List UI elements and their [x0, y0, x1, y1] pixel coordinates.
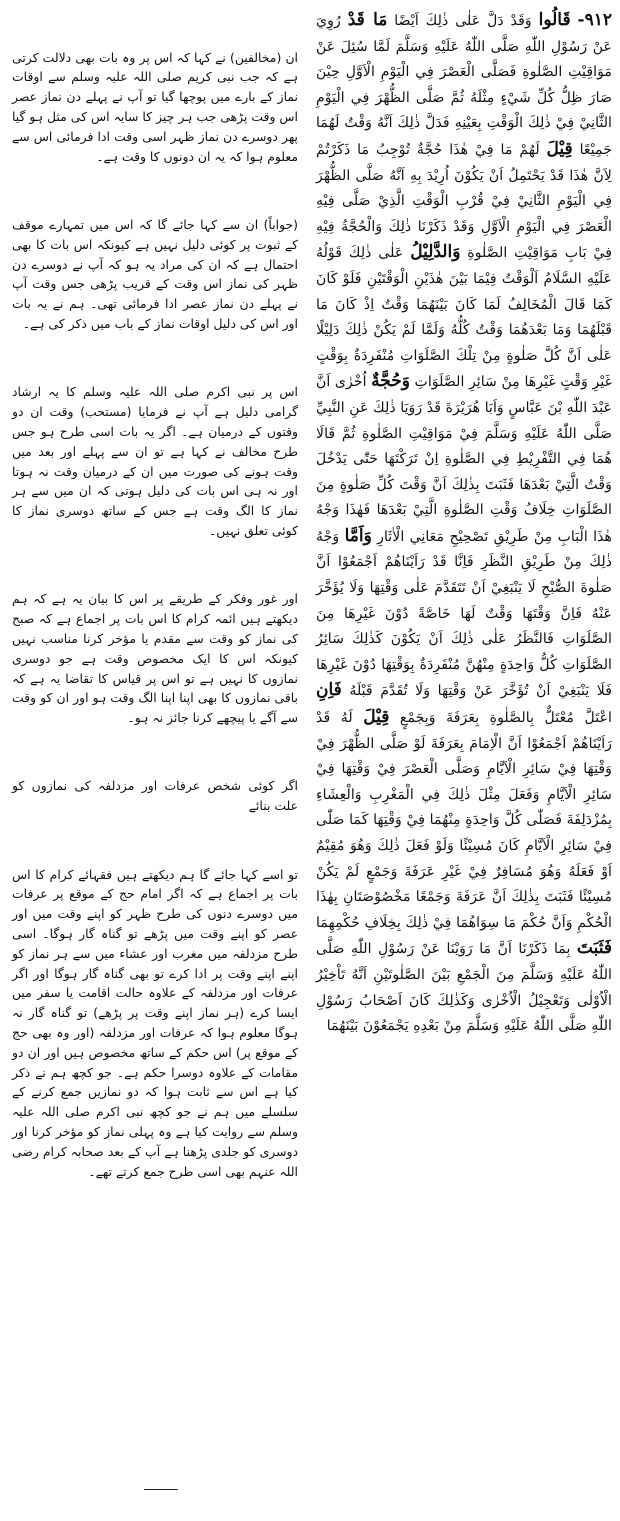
- arabic-text-column: [311, 8, 613, 1040]
- arabic-text-7: اعْتَلَّ مُعْتَلٌّ بِالصَّلٰوةِ بِعَرَفَةَ وَبِجَمْعٍ: [399, 710, 612, 727]
- arabic-heading-2: مَا قَدْ: [347, 10, 388, 30]
- urdu-paragraph-1: ان (مخالفین) نے کہا کہ اس پر وہ بات بھی دلالت کرتی ہے کہ جب نبی کریم صلی اللہ علیہ وسلم سے اوقات نماز کے بارے میں پوچھا گیا تو آپ نے پہلے دن نماز عصر اس وقت پڑھی جب ہر چیز کا سایہ اس کی مثل ہو گیا پھر دوسرے دن نماز ظہر اسی وقت ادا فرمائی اس سے معلوم ہوا کہ یہ ان دونوں کا وقت ہے۔: [8, 49, 298, 164]
- arabic-text-3: لَهُمْ مَا فِيْ هٰذَا حُجَّةٌ تُوْجِبُ مَا ذَكَرْتُمْ لِاَنَّ هٰذَا قَدْ يَحْتَمِلُ اَنْ يَكُوْنَ اُرِيْدَ بِهِ اَنَّهُ صَلَّى الظُّهْرَ فِي الْيَوْمِ الثَّانِيْ فِيْ قُرْبِ الْوَقْتِ الَّذِيْ صَلَّى فِيْهِ الْعَصْرَ فِي الْيَوْمِ الْاَوَّلِ وَقَدْ ذَكَرْنَا ذٰلِكَ وَالْحُجَّةُ فِيْهِ فِيْ بَابِ مَوَاقِيْتِ الصَّلٰوةِ: [311, 141, 612, 262]
- arabic-heading-9: فَثَبَتَ: [576, 938, 612, 959]
- urdu-paragraph-5: اگر کوئی شخص عرفات اور مزدلفہ کی نمازوں کو علت بنائے: [8, 778, 298, 814]
- urdu-paragraph-6: تو اسے کہا جائے گا ہم دیکھتے ہیں فقہائے کرام کا اس بات پر اجماع ہے کہ اگر امام حج کے موقع پر عرفات میں دوسرے دنوں کی طرح ظہر کو اپنے وقت میں اور عصر کو اپنے وقت میں پڑھے تو گناہ گار ہوگا۔ اسی طرح مزدلفہ میں مغرب اور عشاء میں سے ہر نماز کو اپنے اپنے وقت پر ادا کرے تو بھی گناہ گار ہوگا اور اگر عرفات اور مزدلفہ کے علاوہ حالت اقامت یا سفر میں ایسا کرے (ہر نماز اپنے وقت پر پڑھے) تو گناہ گار نہ ہوگا معلوم ہوا کہ عرفات اور مزدلفہ (اور وہ بھی حج کے موقع پر) اس حکم کے ساتھ مخصوص ہیں اور ان دو مقامات کے علاوہ دوسرا حکم ہے۔ جو کچھ ہم نے ذکر کیا ہے اس سے ثابت ہوا کہ دو نمازیں جمع کرنے کے سلسلے میں ہم نے جو کچھ نبی اکرم صلی اللہ علیہ وسلم سے روایت کیا ہے وہ پہلی نماز کو مؤخر کرنا اور دوسری کو جلدی پڑھنا ہے آپ کے بعد صحابہ کرام رضی اللہ عنہم بھی اسی طرح جمع کرتے تھے۔: [8, 866, 298, 1179]
- footnote-divider: [144, 1489, 178, 1490]
- arabic-heading-7: فَاِنِ: [316, 680, 342, 701]
- urdu-translation-column: [8, 8, 298, 1230]
- arabic-heading-8: قِيْلَ: [363, 707, 390, 728]
- urdu-paragraph-3: اس پر نبی اکرم صلی اللہ علیہ وسلم کا یہ ارشاد گرامی دلیل ہے آپ نے فرمایا (مستحب) وقت ان دو وقتوں کے درمیان ہے۔ اگر یہ بات اسی طرح ہو جس طرح مخالف نے کہا ہے تو ان سے پہلے اور بعد میں وقت ہونے کی صورت میں ان کے درمیان وقت نہ ہوتا اور نہ ہی اس بات کی دلیل ہوتی کہ ان میں سے ہر نماز کا الگ وقت ہے جس کے ساتھ دوسری نماز کا کوئی تعلق نہیں۔: [8, 384, 298, 538]
- arabic-heading-3: قِيْلَ: [546, 138, 573, 159]
- arabic-text-5: اُخْرٰى اَنَّ عَبْدَ اللّٰهِ بْنَ عَبَّاسٍ وَاَبَا هُرَيْرَةَ قَدْ رَوَيَا ذٰلِكَ عَنِ النَّبِيِّ صَلَّى اللّٰهُ عَلَيْهِ وَسَلَّمَ فِيْ مَوَاقِيْتِ الصَّلٰوةِ ثُمَّ قَالَا هُمَا فِي التَّفْرِيْطِ فِي الصَّلٰوةِ اِنْ تَرَكْتَهَا حَتّٰى يَدْخُلَ وَقْتُ الَّتِيْ بَعْدَهَا فَثَبَتَ بِذٰلِكَ اَنَّ وَقْتَ كُلِّ صَلٰوةٍ مِنَ الصَّلَوَاتِ خِلَافُ وَقْتِ الصَّلٰوةِ الَّتِيْ بَعْدَهَا فَهٰذَا وَجْهُ هٰذَا الْبَابِ مِنْ طَرِيْقِ تَصْحِيْحِ مَعَانِي الْاٰثَارِ: [311, 374, 612, 545]
- arabic-heading-4: وَالدَّلِيْلُ: [410, 242, 461, 263]
- arabic-text-6: وَجْهُ ذٰلِكَ مِنْ طَرِيْقِ النَّظَرِ فَاِنَّا قَدْ رَاَيْنَاهُمْ اَجْمَعُوْا اَنَّ صَلٰوةَ الصُّبْحِ لَا يَنْبَغِيْ اَنْ تَتَقَدَّمَ عَلٰى وَقْتِهَا وَلَا يُؤَخَّرَ عَنْهُ فَاِنَّ وَقْتَهَا وَقْتٌ لَهَا خَاصَّةً دُوْنَ غَيْرِهَا مِنَ الصَّلَوَاتِ فَالنَّظَرُ عَلٰى ذٰلِكَ اَنْ يَكُوْنَ كَذٰلِكَ سَائِرُ الصَّلَوَاتِ كُلُّ وَاحِدَةٍ مِنْهُنَّ مُنْفَرِدَةٌ بِوَقْتِهَا دُوْنَ غَيْرِهَا فَلَا يَنْبَغِيْ اَنْ تُؤَخَّرَ عَنْ وَقْتِهَا وَلَا تُقَدَّمَ قَبْلَهُ: [311, 528, 613, 700]
- arabic-text-4: عَلٰى ذٰلِكَ قَوْلُهُ عَلَيْهِ السَّلَامُ اَلْوَقْتُ فِيْمَا بَيْنَ هٰذَيْنِ الْوَقْتَيْنِ فَلَوْ كَانَ كَمَا قَالَ الْمُخَالِفُ لَمَا كَانَ بَيْنَهُمَا وَقْتٌ اِذْ كَانَ مَا قَبْلَهُمَا وَمَا بَعْدَهُمَا وَقْتٌ كُلُّهُ وَلَمَّا لَمْ يَكُنْ ذٰلِكَ دَلِيْلًا عَلٰى اَنَّ كُلَّ صَلٰوةٍ مِنْ تِلْكَ الصَّلَوَاتِ مُنْفَرِدَةٌ بِوَقْتٍ غَيْرِ وَقْتٍ غَيْرِهَا مِنْ سَائِرِ الصَّلَوَاتِ: [311, 245, 612, 391]
- urdu-paragraph-2: (جواباً) ان سے کہا جائے گا کہ اس میں تمہارے موقف کے ثبوت پر کوئی دلیل نہیں ہے کیونکہ اس بات کا بھی احتمال ہے کہ ان کی مراد یہ ہو کہ آپ نے دوسرے دن ظہر کی نماز اس وقت کے قریب پڑھی جس وقت آپ نے پہلے دن نماز عصر ادا فرمائی تھی۔ ہم نے یہ بات اور اس کی دلیل اوقات نماز کے باب میں ذکر کی ہے۔: [8, 216, 298, 331]
- arabic-text-8: لَهُ قَدْ رَاَيْنَاهُمْ اَجْمَعُوْا اَنَّ الْاِمَامَ بِعَرَفَةَ لَوْ صَلَّى الظُّهْرَ فِيْ وَقْتِهَا فِيْ سَائِرِ الْاَيَّامِ وَصَلَّى الْعَصْرَ فِيْ وَقْتِهَا فِيْ سَائِرِ الْاَيَّامِ وَفَعَلَ مِثْلَ ذٰلِكَ فِي الْمَغْرِبِ وَالْعِشَاءِ بِمُزْدَلِفَةَ فَصَلّٰى كُلَّ وَاحِدَةٍ مِنْهُمَا فِيْ وَقْتِهَا كَمَا صَلّٰى فِيْ سَائِرِ الْاَيَّامِ كَانَ مُسِيْئًا وَلَوْ فَعَلَ ذٰلِكَ وَهُوَ مُقِيْمٌ اَوْ فَعَلَهُ وَهُوَ مُسَافِرٌ فِيْ غَيْرِ عَرَفَةَ وَجَمْعٍ لَمْ يَكُنْ مُسِيْئًا فَثَبَتَ بِذٰلِكَ اَنَّ عَرَفَةَ وَجَمْعًا مَخْصُوْصَتَانِ بِهٰذَا الْحُكْمِ وَاَنَّ حُكْمَ مَا سِوَاهُمَا فِيْ ذٰلِكَ بِخِلَافِ حُكْمِهِمَا: [311, 710, 612, 931]
- arabic-text-2: رُوِيَ عَنْ رَسُوْلِ اللّٰهِ صَلَّى اللّٰهُ عَلَيْهِ وَسَلَّمَ لَمَّا سُئِلَ عَنْ مَوَاقِيْتِ الصَّلٰوةِ فَصَلَّى الْعَصْرَ فِي الْيَوْمِ الْاَوَّلِ حِيْنَ صَارَ ظِلُّ كُلِّ شَيْءٍ مِثْلَهُ ثُمَّ صَلَّى الظُّهْرَ فِي الْيَوْمِ الثَّانِيْ فِيْ ذٰلِكَ الْوَقْتِ بِعَيْنِهِ فَدَلَّ ذٰلِكَ اَنَّهُ وَقْتٌ لَهُمَا جَمِيْعًا: [311, 13, 612, 158]
- urdu-paragraph-4: اور غور وفکر کے طریقے پر اس کا بیان یہ ہے کہ ہم دیکھتے ہیں ائمہ کرام کا اس بات پر اجماع ہے کہ صبح کی نماز کو وقت سے مقدم یا مؤخر کرنا مناسب نہیں کیونکہ اس کا ایک مخصوص وقت ہے جو دوسری نمازوں کا نہیں ہے تو اس پر قیاس کا تقاضا یہ ہے کہ باقی نمازوں کا بھی اپنا اپنا الگ وقت ہو اور ان کو وقت سے آگے یا پیچھے کرنا جائز نہ ہو۔: [8, 591, 298, 726]
- arabic-text-9: بِمَا ذَكَرْنَا اَنَّ مَا رَوَيْنَا عَنْ رَسُوْلِ اللّٰهِ صَلَّى اللّٰهُ عَلَيْهِ وَسَلَّمَ مِنَ الْجَمْعِ بَيْنَ الصَّلٰوتَيْنِ اَنَّهُ تَاْخِيْرُ الْاُوْلٰى وَتَعْجِيْلُ الْاُخْرٰى وَكَذٰلِكَ كَانَ اَصْحَابُ رَسُوْلِ اللّٰهِ صَلَّى اللّٰهُ عَلَيْهِ وَسَلَّمَ مِنْ بَعْدِهِ يَجْمَعُوْنَ بَيْنَهُمَا: [311, 941, 612, 1035]
- arabic-heading-6: وَاَمَّا: [344, 525, 372, 546]
- hadith-number: ۹۱۲-: [577, 10, 612, 30]
- arabic-text-1: وَقَدْ دَلَّ عَلٰى ذٰلِكَ اَيْضًا: [394, 13, 532, 29]
- arabic-heading-1: قَالُوا: [538, 10, 571, 30]
- arabic-heading-5: وَحُجَّةٌ: [371, 371, 410, 392]
